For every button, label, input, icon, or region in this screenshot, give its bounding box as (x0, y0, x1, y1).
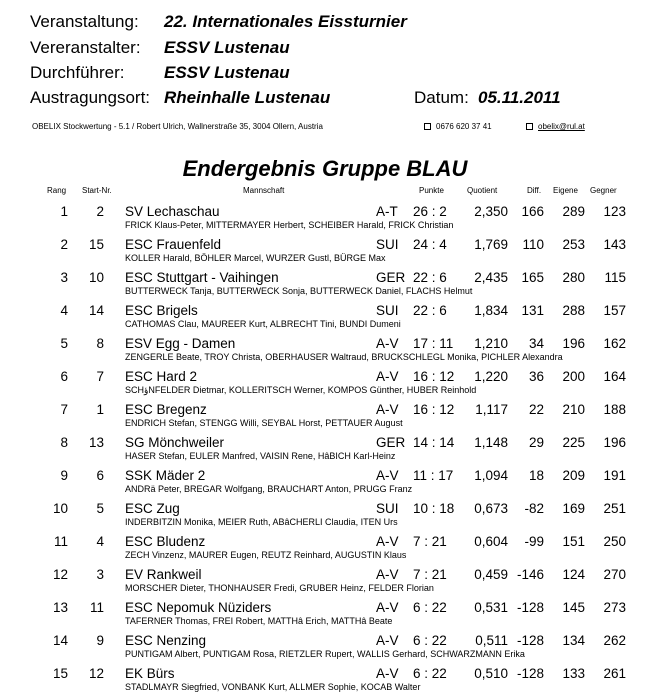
team-cell: EV Rankweil (125, 567, 202, 582)
quotient-cell: 0,459 (474, 567, 508, 582)
diff-cell: 36 (528, 369, 544, 384)
start-cell: 7 (96, 369, 104, 384)
rank-cell: 9 (60, 468, 68, 483)
table-row (0, 501, 650, 534)
organizer-value: ESSV Lustenau (164, 38, 290, 57)
opp-cell: 188 (603, 402, 626, 417)
team-cell: ESC Nepomuk Nüziders (125, 600, 272, 615)
points-cell: 11 : 17 (413, 468, 454, 483)
col-diff: Diff. (527, 186, 542, 195)
own-cell: 124 (562, 567, 585, 582)
own-cell: 289 (562, 204, 585, 219)
nat-cell: A-V (376, 402, 399, 417)
opp-cell: 250 (603, 534, 626, 549)
phone-number: 0676 620 37 41 (424, 122, 492, 131)
players-cell: ENDRICH Stefan, STENGG Willi, SEYBAL Horst, PETTAUER August (125, 418, 403, 428)
quotient-cell: 1,148 (474, 435, 508, 450)
table-row (0, 600, 650, 633)
nat-cell: GER (376, 435, 406, 450)
points-cell: 22 : 6 (413, 270, 447, 285)
nat-cell: A-T (376, 204, 398, 219)
own-cell: 225 (562, 435, 585, 450)
start-cell: 9 (96, 633, 104, 648)
points-cell: 16 : 12 (413, 369, 455, 384)
start-cell: 12 (88, 666, 104, 681)
team-cell: ESC Bregenz (125, 402, 207, 417)
rank-cell: 2 (60, 237, 68, 252)
points-cell: 14 : 14 (413, 435, 455, 450)
table-row (0, 468, 650, 501)
own-cell: 134 (562, 633, 585, 648)
table-row (0, 666, 650, 699)
players-cell: INDERBITZIN Monika, MEIER Ruth, ABâCHERLI Claudia, ITEN Urs (125, 517, 398, 527)
quotient-cell: 1,210 (474, 336, 508, 351)
rank-cell: 1 (60, 204, 68, 219)
nat-cell: A-V (376, 633, 399, 648)
own-cell: 169 (562, 501, 585, 516)
table-row (0, 336, 650, 369)
table-row (0, 534, 650, 567)
opp-cell: 191 (603, 468, 626, 483)
rank-cell: 14 (52, 633, 68, 648)
col-rank: Rang (47, 186, 67, 195)
rank-cell: 5 (60, 336, 68, 351)
organizer-label: Vereranstalter: (30, 38, 141, 57)
email-address[interactable]: obelix@rul.at (526, 122, 585, 131)
event-label: Veranstaltung: (30, 12, 139, 31)
col-start: Start-Nr. (82, 186, 112, 195)
col-team: Mannschaft (243, 186, 285, 195)
points-cell: 26 : 2 (413, 204, 447, 219)
opp-cell: 273 (603, 600, 626, 615)
quotient-cell: 1,220 (474, 369, 508, 384)
team-cell: SSK Mäder 2 (125, 468, 206, 483)
diff-cell: -128 (516, 600, 544, 615)
start-cell: 3 (96, 567, 104, 582)
nat-cell: SUI (376, 303, 399, 318)
points-cell: 6 : 22 (413, 600, 447, 615)
opp-cell: 262 (603, 633, 626, 648)
diff-cell: 22 (528, 402, 544, 417)
players-cell: FRICK Klaus-Peter, MITTERMAYER Herbert, SCHEIBER Harald, FRICK Christian (125, 220, 454, 230)
own-cell: 280 (562, 270, 585, 285)
email-icon (526, 123, 533, 130)
opp-cell: 196 (603, 435, 626, 450)
quotient-cell: 1,094 (474, 468, 508, 483)
own-cell: 133 (562, 666, 585, 681)
executor-value: ESSV Lustenau (164, 63, 290, 82)
team-cell: ESC Hard 2 (125, 369, 198, 384)
nat-cell: A-V (376, 600, 399, 615)
diff-cell: -128 (516, 666, 544, 681)
team-cell: SV Lechaschau (125, 204, 220, 219)
diff-cell: 34 (528, 336, 544, 351)
table-row (0, 402, 650, 435)
points-cell: 6 : 22 (413, 633, 447, 648)
players-cell: ZECH Vinzenz, MAURER Eugen, REUTZ Reinhard, AUGUSTIN Klaus (125, 550, 407, 560)
quotient-cell: 2,350 (474, 204, 508, 219)
quotient-cell: 1,117 (475, 402, 508, 417)
diff-cell: 29 (528, 435, 544, 450)
nat-cell: A-V (376, 336, 399, 351)
table-row (0, 567, 650, 600)
players-cell: STADLMAYR Siegfried, VONBANK Kurt, ALLMER Sophie, KOCAB Walter (125, 682, 421, 692)
venue-label: Austragungsort: (30, 88, 151, 107)
start-cell: 15 (88, 237, 104, 252)
start-cell: 11 (89, 600, 104, 615)
points-cell: 24 : 4 (413, 237, 447, 252)
venue-value: Rheinhalle Lustenau (164, 88, 331, 107)
quotient-cell: 2,435 (474, 270, 508, 285)
col-opp: Gegner (590, 186, 617, 195)
start-cell: 6 (96, 468, 104, 483)
team-cell: ESC Nenzing (125, 633, 207, 648)
diff-cell: 131 (521, 303, 544, 318)
quotient-cell: 1,834 (474, 303, 508, 318)
points-cell: 10 : 18 (413, 501, 455, 516)
team-cell: ESC Stuttgart - Vaihingen (125, 270, 279, 285)
own-cell: 253 (562, 237, 585, 252)
nat-cell: A-V (376, 369, 399, 384)
rank-cell: 7 (60, 402, 68, 417)
team-cell: ESC Brigels (125, 303, 198, 318)
players-cell: CATHOMAS Clau, MAUREER Kurt, ALBRECHT Tini, BUNDI Dumeni (125, 319, 401, 329)
opp-cell: 261 (603, 666, 626, 681)
points-cell: 17 : 11 (413, 336, 454, 351)
start-cell: 2 (96, 204, 104, 219)
executor-label: Durchführer: (30, 63, 125, 82)
points-cell: 7 : 21 (413, 534, 447, 549)
col-own: Eigene (553, 186, 578, 195)
diff-cell: -82 (524, 501, 544, 516)
opp-cell: 123 (603, 204, 626, 219)
event-value: 22. Internationales Eissturnier (164, 12, 407, 31)
start-cell: 14 (88, 303, 104, 318)
team-cell: ESV Egg - Damen (125, 336, 236, 351)
players-cell: KOLLER Harald, BÖHLER Marcel, WURZER Gustl, BÜRGE Max (125, 253, 386, 263)
phone-icon (424, 123, 431, 130)
opp-cell: 251 (603, 501, 626, 516)
table-row (0, 270, 650, 303)
diff-cell: 166 (521, 204, 544, 219)
players-cell: SCHؤNFELDER Dietmar, KOLLERITSCH Werner, KOMPOS Günther, HUBER Reinhold (125, 385, 477, 395)
rank-cell: 8 (60, 435, 68, 450)
quotient-cell: 0,673 (474, 501, 508, 516)
own-cell: 196 (562, 336, 585, 351)
players-cell: ANDRä Peter, BREGAR Wolfgang, BRAUCHART Anton, PRUGG Franz (125, 484, 413, 494)
nat-cell: A-V (376, 666, 399, 681)
diff-cell: -146 (516, 567, 544, 582)
quotient-cell: 0,511 (475, 633, 508, 648)
rank-cell: 10 (52, 501, 68, 516)
points-cell: 22 : 6 (413, 303, 447, 318)
diff-cell: -128 (516, 633, 544, 648)
quotient-cell: 0,510 (474, 666, 508, 681)
points-cell: 7 : 21 (413, 567, 447, 582)
own-cell: 145 (562, 600, 585, 615)
table-row (0, 237, 650, 270)
diff-cell: 110 (522, 237, 544, 252)
start-cell: 5 (96, 501, 104, 516)
own-cell: 210 (562, 402, 585, 417)
nat-cell: A-V (376, 567, 399, 582)
date-value: 05.11.2011 (478, 88, 561, 107)
opp-cell: 157 (603, 303, 626, 318)
quotient-cell: 0,531 (474, 600, 508, 615)
diff-cell: 165 (521, 270, 544, 285)
points-cell: 6 : 22 (413, 666, 447, 681)
team-cell: SG Mönchweiler (125, 435, 225, 450)
rank-cell: 11 (53, 534, 68, 549)
opp-cell: 115 (604, 270, 626, 285)
start-cell: 13 (88, 435, 104, 450)
diff-cell: -99 (524, 534, 544, 549)
diff-cell: 18 (528, 468, 544, 483)
result-title: Endergebnis Gruppe BLAU (182, 156, 468, 181)
quotient-cell: 0,604 (474, 534, 508, 549)
nat-cell: A-V (376, 468, 399, 483)
team-cell: ESC Bludenz (125, 534, 206, 549)
table-row (0, 204, 650, 237)
opp-cell: 162 (603, 336, 626, 351)
own-cell: 151 (562, 534, 585, 549)
software-credit: OBELIX Stockwertung - 5.1 / Robert Ulrich, Wallnerstraße 35, 3004 Ollern, Austria (32, 122, 323, 131)
opp-cell: 270 (603, 567, 626, 582)
players-cell: MORSCHER Dieter, THONHAUSER Fredi, GRUBER Heinz, FELDER Florian (125, 583, 434, 593)
rank-cell: 12 (52, 567, 68, 582)
start-cell: 1 (96, 402, 104, 417)
own-cell: 209 (562, 468, 585, 483)
team-cell: ESC Zug (125, 501, 180, 516)
table-row (0, 369, 650, 402)
players-cell: ZENGERLE Beate, TROY Christa, OBERHAUSER Waltraud, BRUCKSCHLEGL Monika, PICHLER Alexandra (125, 352, 563, 362)
nat-cell: SUI (376, 501, 399, 516)
start-cell: 8 (96, 336, 104, 351)
date-label: Datum: (414, 88, 469, 107)
opp-cell: 164 (603, 369, 626, 384)
rank-cell: 6 (60, 369, 68, 384)
players-cell: HASER Stefan, EULER Manfred, VAISIN Rene, HâBICH Karl-Heinz (125, 451, 396, 461)
quotient-cell: 1,769 (474, 237, 508, 252)
table-row (0, 633, 650, 666)
rank-cell: 3 (60, 270, 68, 285)
nat-cell: A-V (376, 534, 399, 549)
own-cell: 288 (562, 303, 585, 318)
points-cell: 16 : 12 (413, 402, 455, 417)
table-row (0, 435, 650, 468)
rank-cell: 13 (52, 600, 68, 615)
players-cell: BUTTERWECK Tanja, BUTTERWECK Sonja, BUTTERWECK Daniel, FLACHS Helmut (125, 286, 473, 296)
col-quotient: Quotient (467, 186, 498, 195)
col-points: Punkte (419, 186, 444, 195)
opp-cell: 143 (603, 237, 626, 252)
players-cell: TAFERNER Thomas, FREI Robert, MATTHâ Erich, MATTHâ Beate (125, 616, 393, 626)
start-cell: 10 (88, 270, 104, 285)
own-cell: 200 (562, 369, 585, 384)
players-cell: PUNTIGAM Albert, PUNTIGAM Rosa, RIETZLER Rupert, WALLIS Gerhard, SCHWARZMANN Erika (125, 649, 525, 659)
rank-cell: 15 (52, 666, 68, 681)
start-cell: 4 (96, 534, 104, 549)
team-cell: ESC Frauenfeld (125, 237, 222, 252)
nat-cell: GER (376, 270, 406, 285)
nat-cell: SUI (376, 237, 399, 252)
table-row (0, 303, 650, 336)
team-cell: EK Bürs (125, 666, 175, 681)
rank-cell: 4 (60, 303, 68, 318)
